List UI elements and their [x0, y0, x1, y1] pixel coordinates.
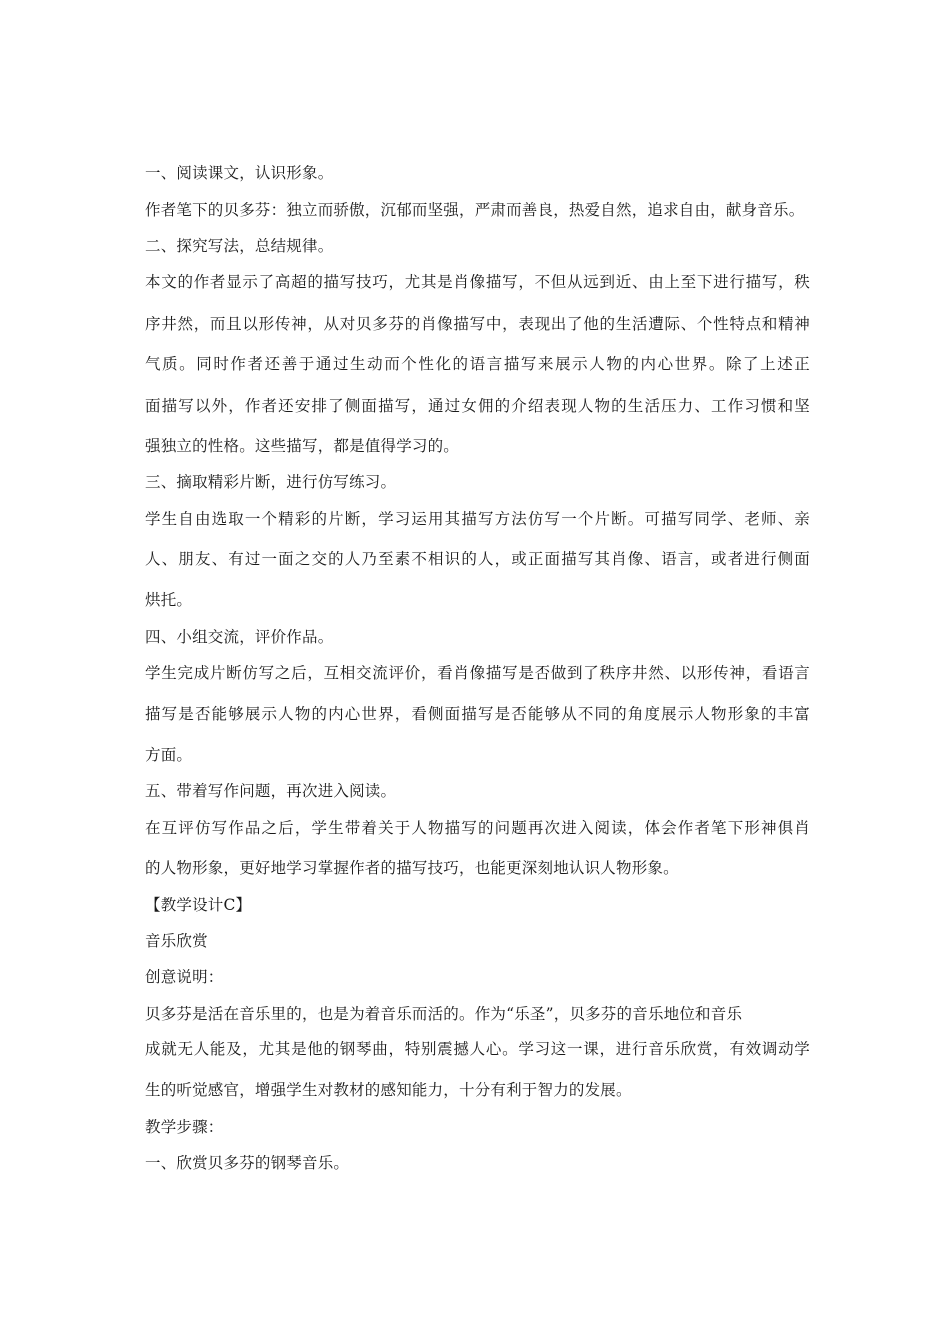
paragraph-line: 烘托。	[145, 591, 193, 609]
heading-step-3: 三、摘取精彩片断，进行仿写练习。	[145, 473, 397, 491]
paragraph-line: 气质。同时作者还善于通过生动而个性化的语言描写来展示人物的内心世界。除了上述正	[145, 355, 810, 373]
paragraph-line: 人、朋友、有过一面之交的人乃至素不相识的人，或正面描写其肖像、语言，或者进行侧面	[145, 550, 810, 568]
label-creative-note: 创意说明：	[145, 968, 224, 986]
paragraph-line: 面描写以外，作者还安排了侧面描写，通过女佣的介绍表现人物的生活压力、工作习惯和坚	[145, 397, 810, 415]
paragraph-line: 贝多芬是活在音乐里的，也是为着音乐而活的。作为“乐圣”，贝多芬的音乐地位和音乐	[145, 1005, 743, 1023]
paragraph-line: 作者笔下的贝多芬：独立而骄傲，沉郁而坚强，严肃而善良，热爱自然，追求自由，献身音乐。	[145, 201, 805, 219]
heading-step-1: 一、阅读课文，认识形象。	[145, 164, 334, 182]
paragraph-line: 强独立的性格。这些描写，都是值得学习的。	[145, 437, 460, 455]
paragraph-line: 学生自由选取一个精彩的片断，学习运用其描写方法仿写一个片断。可描写同学、老师、亲	[145, 510, 810, 528]
heading-step-4: 四、小组交流，评价作品。	[145, 628, 334, 646]
paragraph-line: 序井然，而且以形传神，从对贝多芬的肖像描写中，表现出了他的生活遭际、个性特点和精神	[145, 315, 810, 333]
paragraph-line: 生的听觉感官，增强学生对教材的感知能力，十分有利于智力的发展。	[145, 1081, 632, 1099]
heading-step-1-music: 一、欣赏贝多芬的钢琴音乐。	[145, 1154, 350, 1172]
heading-step-2: 二、探究写法，总结规律。	[145, 237, 334, 255]
section-subtitle: 音乐欣赏	[145, 932, 208, 950]
heading-step-5: 五、带着写作问题，再次进入阅读。	[145, 782, 397, 800]
paragraph-line: 的人物形象，更好地学习掌握作者的描写技巧，也能更深刻地认识人物形象。	[145, 859, 679, 877]
label-teaching-steps: 教学步骤：	[145, 1118, 224, 1136]
paragraph-line: 描写是否能够展示人物的内心世界，看侧面描写是否能够从不同的角度展示人物形象的丰富	[145, 705, 810, 723]
paragraph-line: 方面。	[145, 746, 193, 764]
paragraph-line: 在互评仿写作品之后，学生带着关于人物描写的问题再次进入阅读，体会作者笔下形神俱肖	[145, 819, 810, 837]
paragraph-line: 成就无人能及，尤其是他的钢琴曲，特别震撼人心。学习这一课，进行音乐欣赏，有效调动学	[145, 1040, 810, 1058]
paragraph-line: 本文的作者显示了高超的描写技巧，尤其是肖像描写，不但从远到近、由上至下进行描写，秩	[145, 273, 810, 291]
section-title: 【教学设计C】	[145, 896, 252, 914]
paragraph-line: 学生完成片断仿写之后，互相交流评价，看肖像描写是否做到了秩序井然、以形传神，看语言	[145, 664, 810, 682]
